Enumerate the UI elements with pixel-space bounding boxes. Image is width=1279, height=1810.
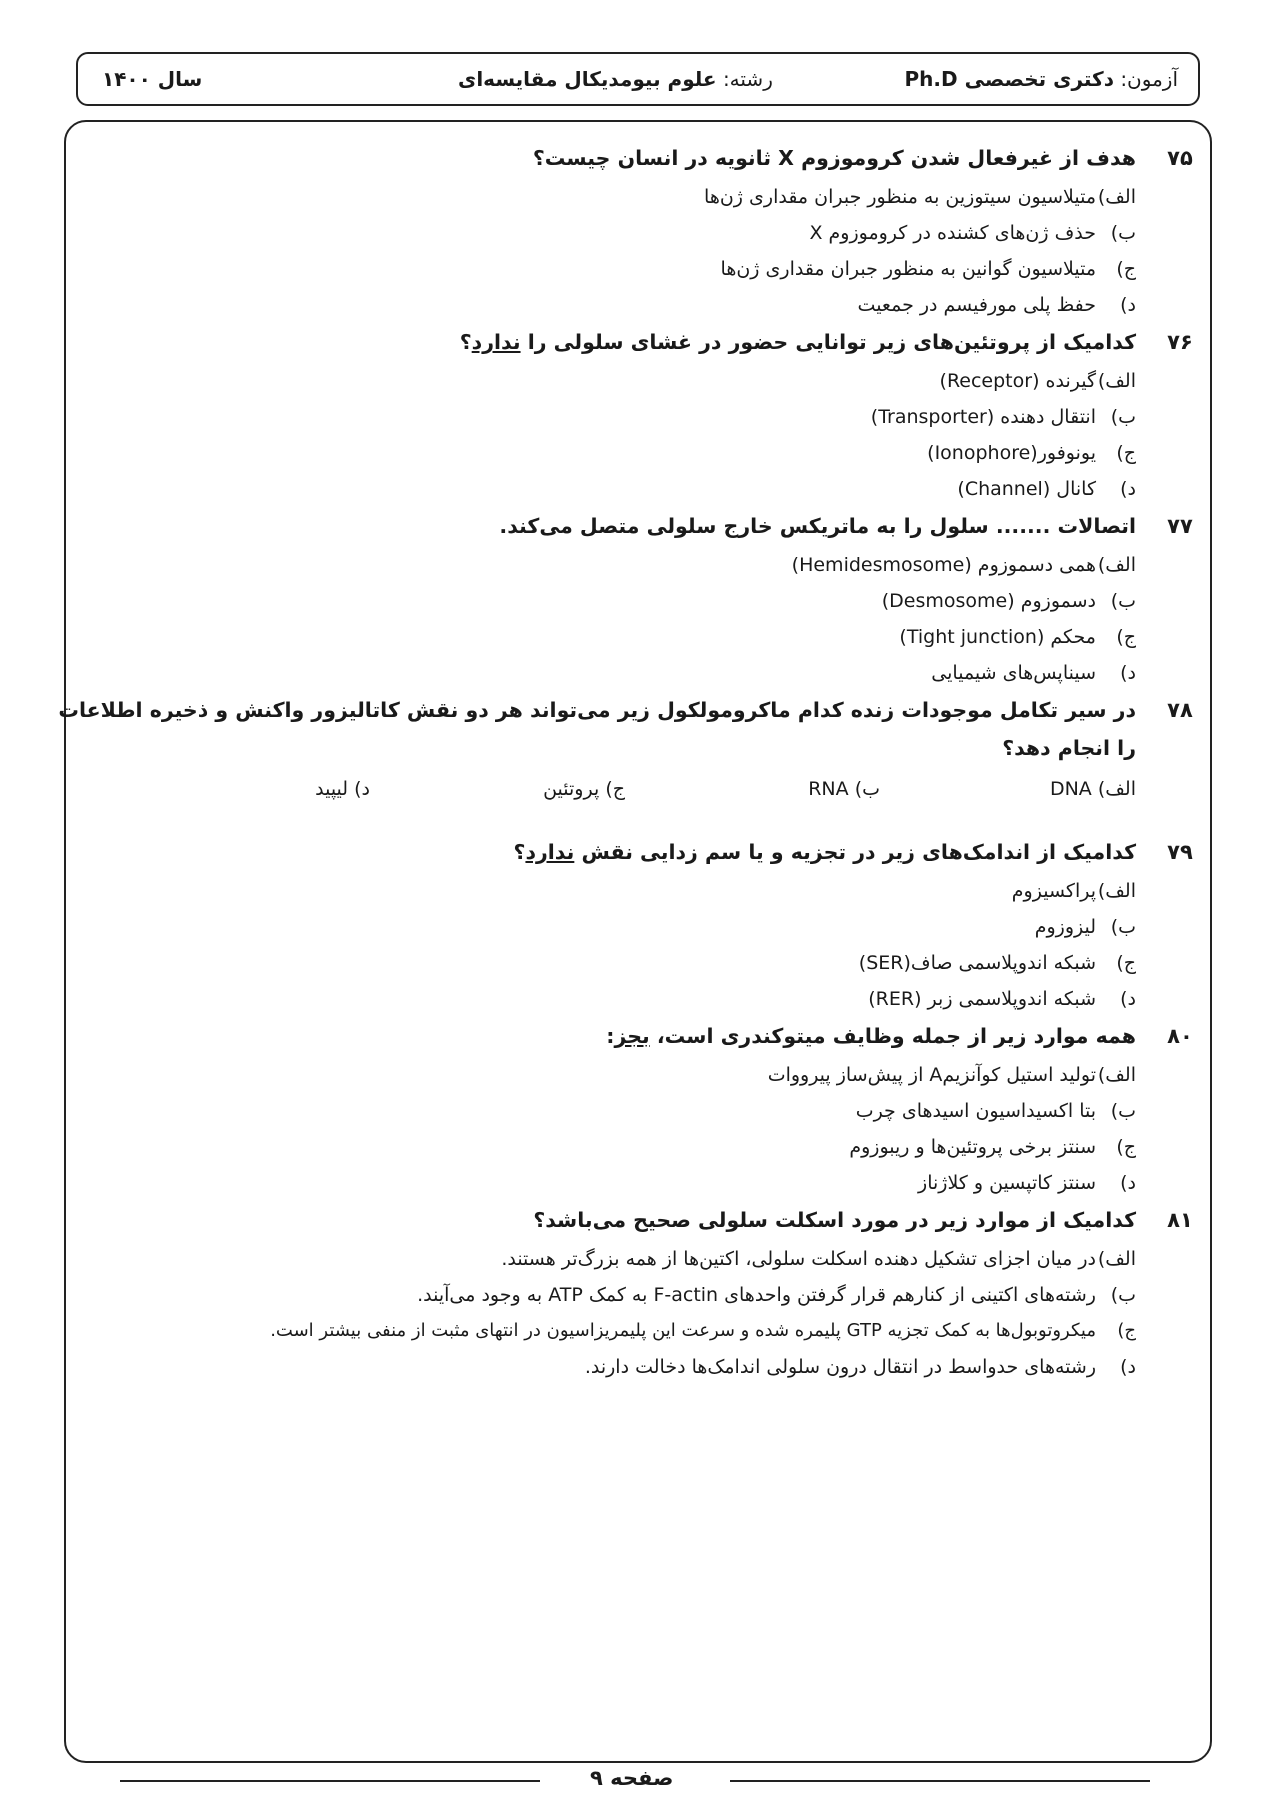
- option-a: الف) DNA: [1049, 778, 1136, 800]
- option-d: د)کانال (Channel): [957, 478, 1136, 500]
- option-c: ج)محکم (Tight junction): [899, 626, 1136, 648]
- question-text: اتصالات ....... سلول را به ماتریکس خارج سلولی متصل می‌کند.: [499, 514, 1136, 538]
- option-b: ب)رشته‌های اکتینی از کنارهم قرار گرفتن واحدهای F-actin به کمک ATP به وجود می‌آیند.: [417, 1284, 1136, 1306]
- exam-year: سال ۱۴۰۰: [102, 67, 203, 91]
- option-c: ج)شبکه اندوپلاسمی صاف(SER): [858, 952, 1136, 974]
- page-footer: [0, 1766, 1279, 1796]
- question-text: کدامیک از موارد زیر در مورد اسکلت سلولی صحیح می‌باشد؟: [533, 1208, 1136, 1232]
- footer-line-right: [730, 1780, 1150, 1782]
- question-text-line2: را انجام دهد؟: [1002, 736, 1136, 760]
- question-number: ۸۰: [1167, 1024, 1193, 1048]
- option-c: ج)میکروتوبول‌ها به کمک تجزیه GTP پلیمره شده و سرعت این پلیمریزاسیون در انتهای مثبت از منفی بیشتر است.: [270, 1320, 1136, 1341]
- option-b: ب)دسموزوم (Desmosome): [881, 590, 1136, 612]
- option-d: د)شبکه اندوپلاسمی زبر (RER): [868, 988, 1136, 1010]
- option-a: الف)تولید استیل کوآنزیمA از پیش‌ساز پیرووات: [767, 1064, 1136, 1086]
- option-a: الف)پراکسیزوم: [1011, 880, 1136, 902]
- question-number: ۷۸: [1167, 698, 1193, 722]
- option-c: ج) پروتئین: [543, 778, 625, 800]
- option-b: ب)بتا اکسیداسیون اسیدهای چرب: [855, 1100, 1136, 1122]
- question-number: ۷۵: [1167, 146, 1193, 170]
- question-text: در سیر تکامل موجودات زنده کدام ماکرومولکول زیر می‌تواند هر دو نقش کاتالیزور واکنش و ذخیره اطلاعات: [58, 698, 1136, 722]
- question-text: کدامیک از پروتئین‌های زیر توانایی حضور در غشای سلولی را ندارد؟: [459, 330, 1136, 354]
- option-a: الف)همی دسموزوم (Hemidesmosome): [791, 554, 1136, 576]
- page-header: [76, 52, 1200, 106]
- question-number: ۸۱: [1167, 1208, 1193, 1232]
- option-d: د)رشته‌های حدواسط در انتقال درون سلولی اندامک‌ها دخالت دارند.: [584, 1356, 1136, 1378]
- option-d: د)حفظ پلی مورفیسم در جمعیت: [857, 294, 1136, 316]
- option-c: ج)یونوفور(Ionophore): [927, 442, 1136, 464]
- question-number: ۷۷: [1167, 514, 1193, 538]
- option-a: الف)در میان اجزای تشکیل دهنده اسکلت سلولی، اکتین‌ها از همه بزرگ‌تر هستند.: [501, 1248, 1136, 1270]
- field-name: رشته: علوم بیومدیکال مقایسه‌ای: [458, 67, 773, 91]
- question-text: کدامیک از اندامک‌های زیر در تجزیه و یا سم زدایی نقش ندارد؟: [513, 840, 1136, 864]
- option-b: ب) RNA: [808, 778, 880, 800]
- footer-line-left: [120, 1780, 540, 1782]
- option-d: د)سیناپس‌های شیمیایی: [931, 662, 1136, 684]
- question-panel: [58, 120, 1212, 1763]
- option-a: الف)گیرنده (Receptor): [939, 370, 1136, 392]
- option-c: ج)متیلاسیون گوانین به منظور جبران مقداری ژن‌ها: [720, 258, 1136, 280]
- option-d: د) لیپید: [315, 778, 370, 800]
- question-number: ۷۶: [1167, 330, 1193, 354]
- option-b: ب)حذف ژن‌های کشنده در کروموزوم X: [809, 222, 1136, 244]
- option-c: ج)سنتز برخی پروتئین‌ها و ریبوزوم: [849, 1136, 1136, 1158]
- option-b: ب)لیزوزوم: [1034, 916, 1136, 938]
- option-d: د)سنتز کاتپسین و کلاژناز: [918, 1172, 1136, 1194]
- page-number: صفحه ۹: [590, 1766, 674, 1790]
- option-b: ب)انتقال دهنده (Transporter): [870, 406, 1136, 428]
- option-a: الف)متیلاسیون سیتوزین به منظور جبران مقداری ژن‌ها: [704, 186, 1136, 208]
- question-text: همه موارد زیر از جمله وظایف میتوکندری است، بجز:: [606, 1024, 1136, 1048]
- question-text: هدف از غیرفعال شدن کروموزوم X ثانویه در انسان چیست؟: [532, 146, 1136, 170]
- question-number: ۷۹: [1167, 840, 1193, 864]
- exam-name: آزمون: دکتری تخصصی Ph.D: [904, 67, 1178, 91]
